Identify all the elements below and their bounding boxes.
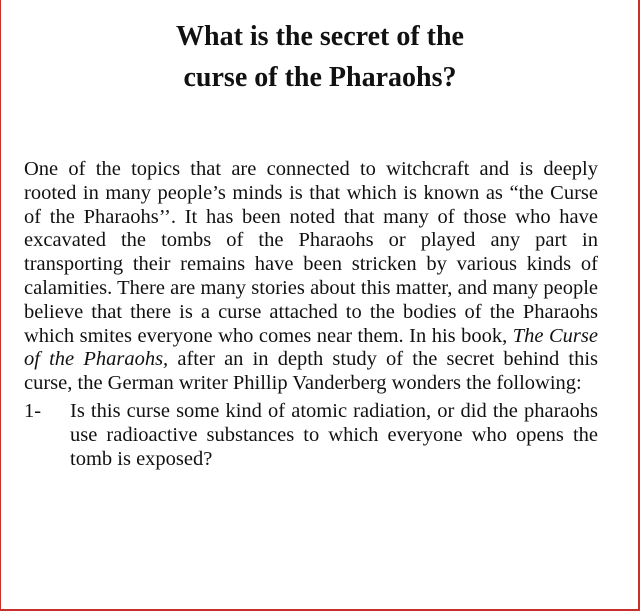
list-item-text: Is this curse some kind of atomic radiation, or did the pharaohs use radioactive substances to which everyone who opens the tomb is exposed? [70,399,598,470]
paragraph-text-before-book: One of the topics that are connected to witchcraft and is deeply rooted in many people’s minds is that which is known as “the Curse of the Pharaohs’’. It has been noted that many of those who have excavated the tombs of the Pharaohs or played any part in transporting their remains have been stricken by various kinds of calamities. There are many stories about this matter, and many people believe that there is a curse attached to the bodies of the Pharaohs which smites everyone who comes near them. In his book, [24,158,598,347]
list-item [24,400,598,471]
body-paragraph [24,158,598,396]
title-line-2: curse of the Pharaohs? [183,62,457,93]
document-body [24,158,598,471]
page-title [0,16,640,98]
book-title: The Curse of the Pharaohs, [24,324,598,371]
paragraph-text-after-book: after an in depth study of the secret behind this curse, the German writer Phillip Vanderberg wonders the following: [24,348,599,395]
list-item-number: 1- [24,399,42,422]
title-line-1: What is the secret of the [176,21,464,52]
